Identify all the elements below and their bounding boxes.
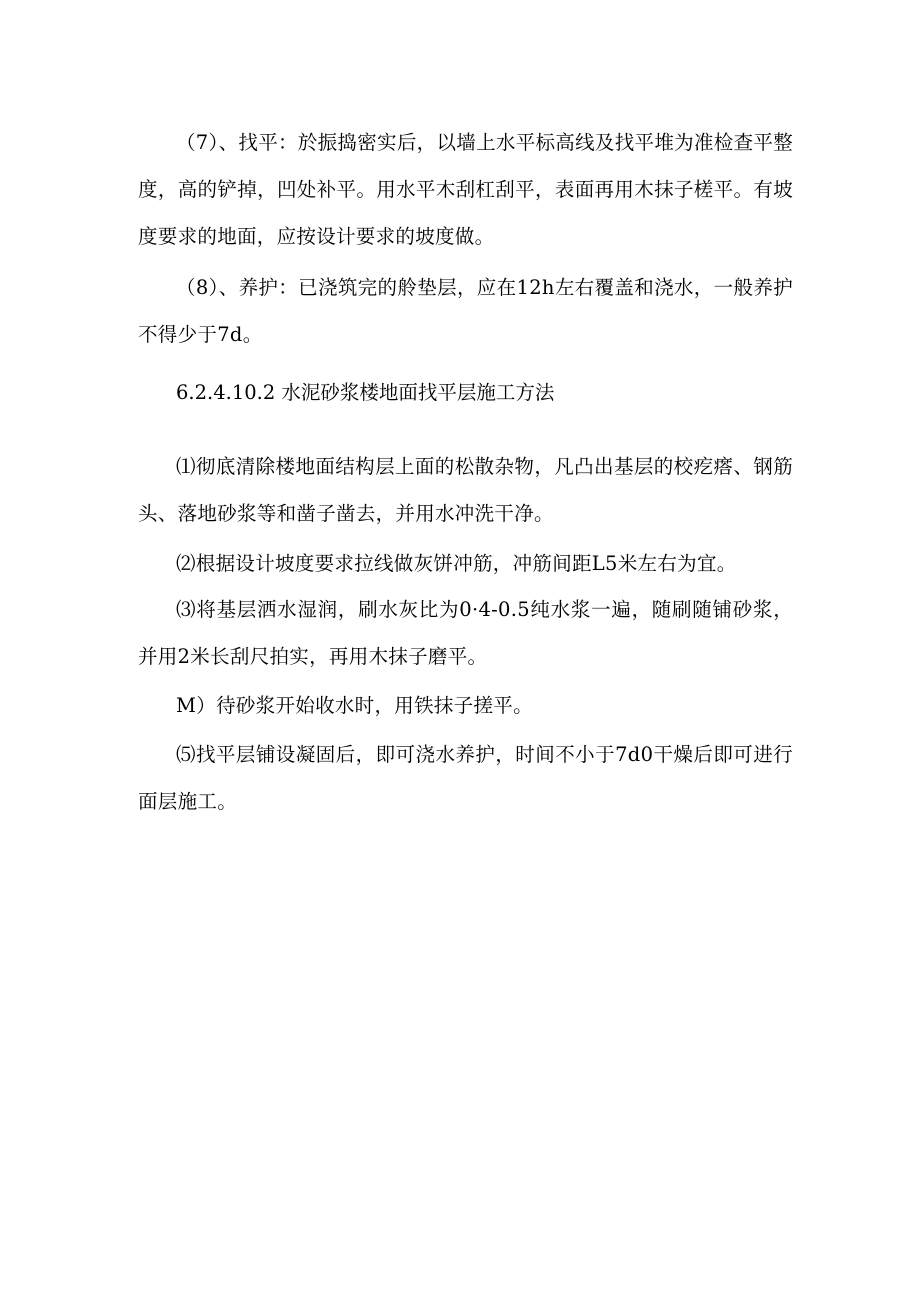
section-heading: 6.2.4.10.2 水泥砂浆楼地面找平层施工方法 <box>176 381 555 404</box>
paragraph-curing: （8）、养护：已浇筑完的舲垫层，应在12h左右覆盖和浇水，一般养护不得少于7d。 <box>138 276 793 346</box>
paragraph-step-2: ⑵根据设计坡度要求拉线做灰饼冲筋，冲筋间距L5米左右为宜。 <box>176 552 737 575</box>
paragraph-step-3: ⑶将基层洒水湿润，刷水灰比为0·4-0.5纯水浆一遍，随刷随铺砂浆，并用2米长刮尺拍实，再用木抹子磨平。 <box>138 598 793 668</box>
paragraph-leveling: （7）、找平：於振捣密实后，以墙上水平标高线及找平堆为准检查平整度，高的铲掉，凹处补平。用水平木刮杠刮平，表面再用木抹子槎平。有坡度要求的地面，应按设计要求的坡度做。 <box>138 131 793 248</box>
paragraph-step-5: ⑸找平层铺设凝固后，即可浇水养护，时间不小于7d0干燥后即可进行面层施工。 <box>138 743 793 813</box>
paragraph-step-1: ⑴彻底清除楼地面结构层上面的松散杂物，凡凸出基层的校疙瘩、钢筋头、落地砂浆等和凿子凿去，并用水冲洗干净。 <box>138 455 793 525</box>
paragraph-step-4: M）待砂浆开始收水时，用铁抹子搓平。 <box>176 694 533 717</box>
